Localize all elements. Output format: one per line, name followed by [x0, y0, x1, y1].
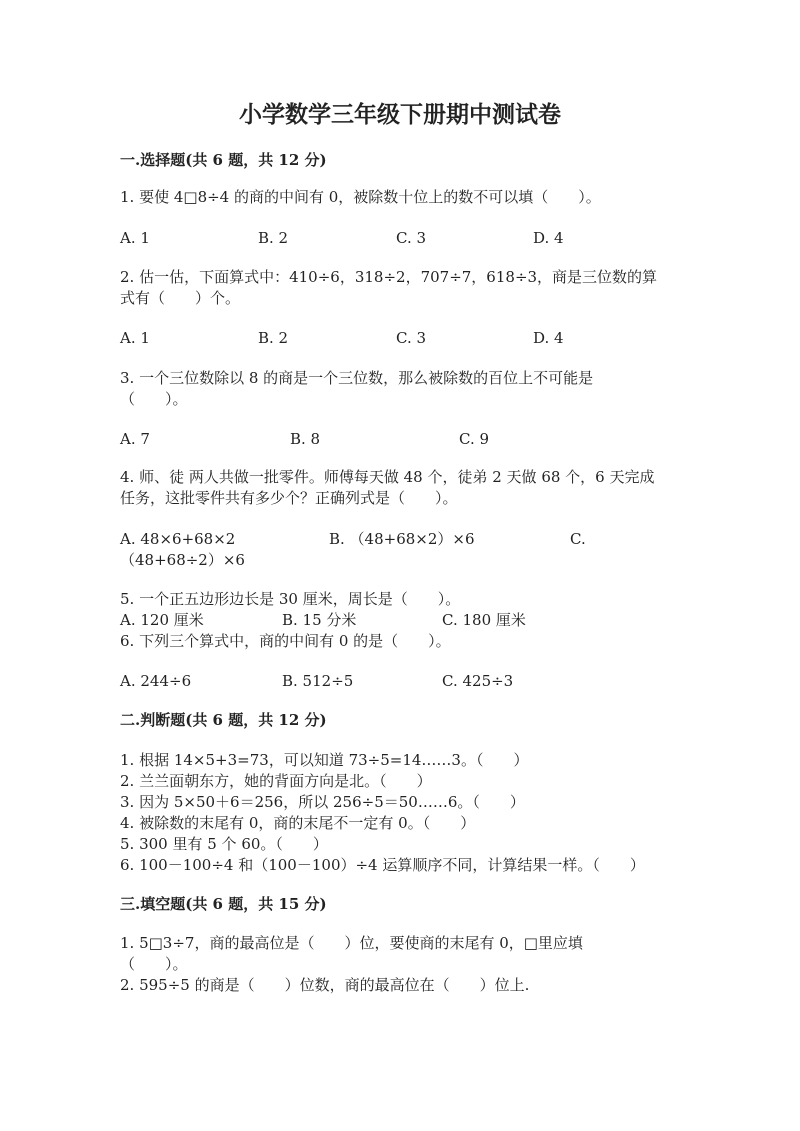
section-heading-judgement: 二.判断题(共 6 题，共 12 分): [120, 711, 327, 729]
question-text: 3. 一个三位数除以 8 的商是一个三位数，那么被除数的百位上不可能是: [120, 369, 594, 387]
question-text-cont: （ ）。: [120, 390, 188, 408]
judgement-item: 3. 因为 5×50＋6＝256，所以 256÷5＝50……6。（ ）: [120, 793, 525, 811]
option-c: C.: [570, 530, 586, 548]
option-c: C. 425÷3: [442, 672, 514, 690]
option-b: B. 512÷5: [282, 672, 354, 690]
option-d: D. 4: [533, 229, 564, 247]
option-c-continued: （48+68÷2）×6: [120, 551, 245, 569]
judgement-item: 5. 300 里有 5 个 60。（ ）: [120, 835, 328, 853]
question-text: 1. 5□3÷7，商的最高位是（ ）位，要使商的末尾有 0，□里应填: [120, 934, 583, 952]
question-text-cont: 式有（ ）个。: [120, 289, 241, 307]
section-heading-choice: 一.选择题(共 6 题，共 12 分): [120, 151, 327, 169]
question-text: 2. 595÷5 的商是（ ）位数，商的最高位在（ ）位上.: [120, 976, 530, 994]
judgement-item: 2. 兰兰面朝东方，她的背面方向是北。（ ）: [120, 772, 432, 790]
question-text: 1. 要使 4□8÷4 的商的中间有 0，被除数十位上的数不可以填（ ）。: [120, 188, 601, 206]
option-a: A. 120 厘米: [120, 611, 204, 629]
option-c: C. 9: [459, 430, 490, 448]
option-b: B. 2: [258, 329, 289, 347]
option-c: C. 3: [396, 329, 427, 347]
option-c: C. 180 厘米: [442, 611, 526, 629]
option-a: A. 1: [120, 329, 150, 347]
question-text-cont: 任务，这批零件共有多少个？正确列式是（ ）。: [120, 489, 458, 507]
option-a: A. 244÷6: [120, 672, 192, 690]
question-text: 2. 估一估，下面算式中：410÷6，318÷2，707÷7，618÷3，商是三位数的算: [120, 268, 658, 286]
option-b: B. 8: [290, 430, 321, 448]
question-text: 5. 一个正五边形边长是 30 厘米，周长是（ ）。: [120, 590, 461, 608]
option-b: B. 15 分米: [282, 611, 357, 629]
judgement-item: 4. 被除数的末尾有 0，商的末尾不一定有 0。（ ）: [120, 814, 476, 832]
question-text: 6. 下列三个算式中，商的中间有 0 的是（ ）。: [120, 632, 451, 650]
question-text: 4. 师、徒 两人共做一批零件。师傅每天做 48 个，徒弟 2 天做 68 个，6 天完成: [120, 468, 655, 486]
option-a: A. 1: [120, 229, 150, 247]
option-c: C. 3: [396, 229, 427, 247]
option-b: B. （48+68×2）×6: [329, 530, 475, 548]
option-b: B. 2: [258, 229, 289, 247]
judgement-item: 1. 根据 14×5+3=73，可以知道 73÷5=14……3。（ ）: [120, 751, 529, 769]
page-title: 小学数学三年级下册期中测试卷: [239, 101, 561, 128]
option-a: A. 7: [120, 430, 150, 448]
option-d: D. 4: [533, 329, 564, 347]
section-heading-fill-blank: 三.填空题(共 6 题，共 15 分): [120, 895, 327, 913]
judgement-item: 6. 100－100÷4 和（100－100）÷4 运算顺序不同，计算结果一样。（ ）: [120, 856, 645, 874]
question-text-cont: （ ）。: [120, 955, 188, 973]
option-a: A. 48×6+68×2: [120, 530, 236, 548]
